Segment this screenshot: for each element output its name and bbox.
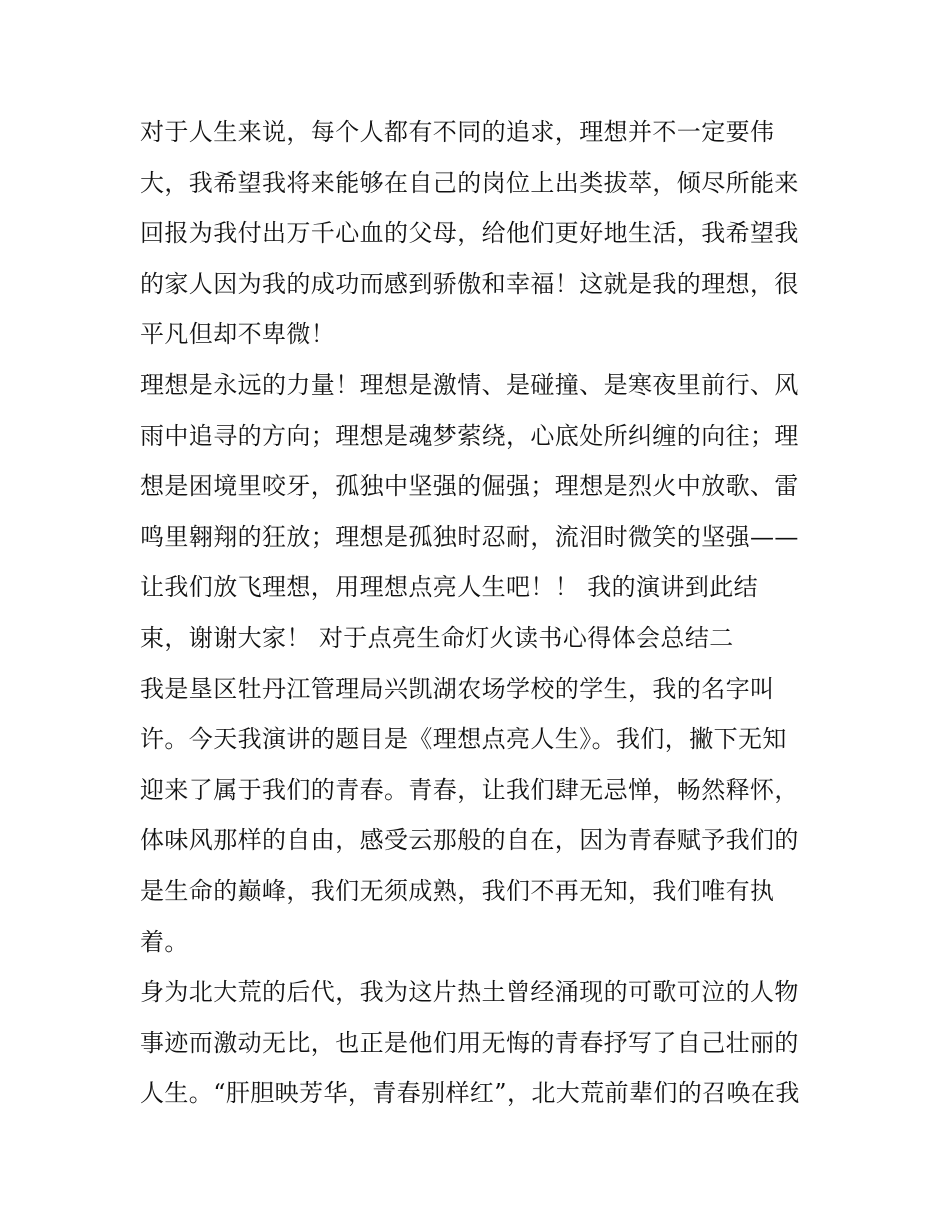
document-body xyxy=(140,107,840,1119)
text-line-16: 是生命的巅峰，我们无须成熟，我们不再无知，我们唯有执 xyxy=(140,876,775,905)
text-line-8: 想是困境里咬牙，孤独中坚强的倔强；理想是烈火中放歌、雷 xyxy=(140,472,799,501)
text-line-18: 身为北大荒的后代，我为这片热土曾经涌现的可歌可泣的人物 xyxy=(140,978,799,1007)
text-line-14: 迎来了属于我们的青春。青春，让我们肆无忌惮，畅然释怀， xyxy=(140,775,799,804)
text-line-2: 大，我希望我将来能够在自己的岗位上出类拔萃，倾尽所能来 xyxy=(140,168,799,197)
text-line-12: 我是垦区牡丹江管理局兴凯湖农场学校的学生，我的名字叫 xyxy=(140,674,775,703)
text-line-11: 束，谢谢大家！ 对于点亮生命灯火读书心得体会总结二 xyxy=(140,623,734,652)
text-line-5: 平凡但却不卑微！ xyxy=(140,320,336,349)
text-line-6: 理想是永远的力量！理想是激情、是碰撞、是寒夜里前行、风 xyxy=(140,370,799,399)
text-line-7: 雨中追寻的方向；理想是魂梦萦绕，心底处所纠缠的向往；理 xyxy=(140,421,799,450)
text-line-15: 体味风那样的自由，感受云那般的自在，因为青春赋予我们的 xyxy=(140,826,799,855)
text-line-17: 着。 xyxy=(140,927,189,956)
text-line-10: 让我们放飞理想，用理想点亮人生吧！！ 我的演讲到此结 xyxy=(140,573,759,602)
text-line-9: 鸣里翱翔的狂放；理想是孤独时忍耐，流泪时微笑的坚强—— xyxy=(140,522,799,551)
text-line-3: 回报为我付出万千心血的父母，给他们更好地生活，我希望我 xyxy=(140,219,799,248)
text-line-4: 的家人因为我的成功而感到骄傲和幸福！这就是我的理想，很 xyxy=(140,269,799,298)
text-line-1: 对于人生来说，每个人都有不同的追求，理想并不一定要伟 xyxy=(140,118,775,146)
text-line-19: 事迹而激动无比，也正是他们用无悔的青春抒写了自己壮丽的 xyxy=(140,1028,799,1057)
text-line-20: 人生。“肝胆映芳华，青春别样红”，北大荒前辈们的召唤在我 xyxy=(140,1079,800,1108)
text-line-13: 许。今天我演讲的题目是《理想点亮人生》。我们，撇下无知 xyxy=(140,725,787,754)
